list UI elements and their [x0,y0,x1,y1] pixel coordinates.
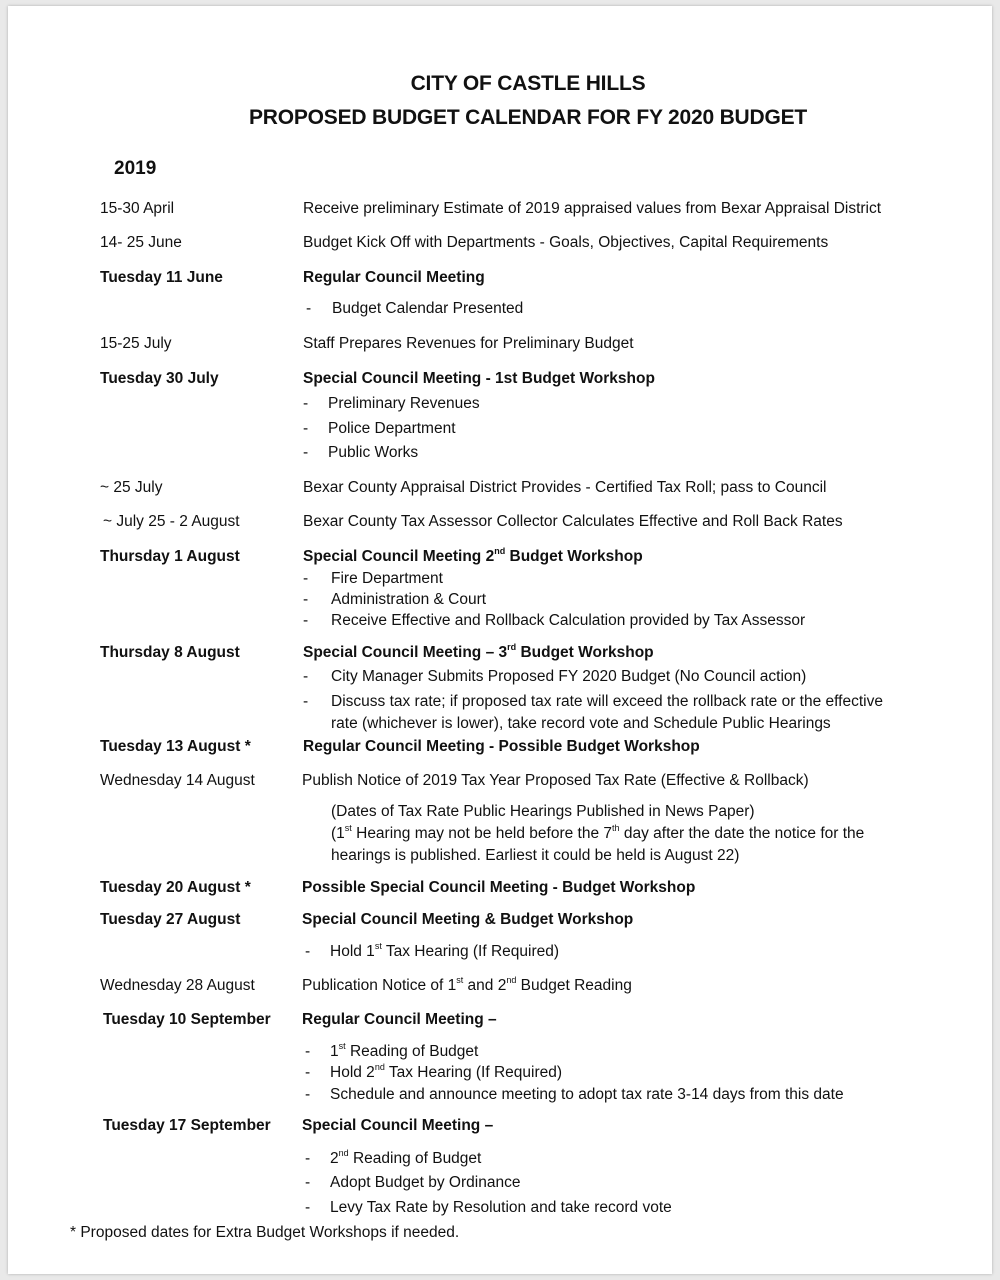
entry-note: (Dates of Tax Rate Public Hearings Published in News Paper) [331,803,755,820]
entry-subitem: Discuss tax rate; if proposed tax rate will exceed the rollback rate or the effective [331,693,883,710]
entry-subitem-continued: rate (whichever is lower), take record vote and Schedule Public Hearings [331,715,831,732]
entry-event: Special Council Meeting – [302,1117,494,1134]
entry-subitem: Police Department [328,420,456,437]
entry-date: Tuesday 20 August * [100,879,251,896]
entry-date: Wednesday 14 August [100,772,255,789]
bullet-dash: - [305,1199,311,1216]
entry-date: Tuesday 17 September [103,1117,271,1134]
entry-date: Thursday 8 August [100,644,240,661]
year-heading: 2019 [114,158,157,179]
entry-event: Regular Council Meeting [303,269,485,286]
entry-subitem: 2nd Reading of Budget [330,1147,482,1167]
entry-event: Special Council Meeting - 1st Budget Workshop [303,370,655,387]
document-title: CITY OF CASTLE HILLS [410,72,646,95]
entry-event: Publication Notice of 1st and 2nd Budget Reading [302,974,632,994]
entry-subitem: 1st Reading of Budget [330,1040,479,1060]
entry-event: Bexar County Tax Assessor Collector Calculates Effective and Roll Back Rates [303,513,843,530]
bullet-dash: - [303,444,309,461]
entry-subitem: Receive Effective and Rollback Calculation provided by Tax Assessor [331,612,806,629]
entry-event: Regular Council Meeting – [302,1011,497,1028]
entry-date: Tuesday 13 August * [100,738,251,755]
entry-event: Bexar County Appraisal District Provides - Certified Tax Roll; pass to Council [303,479,827,496]
entry-subitem: Levy Tax Rate by Resolution and take record vote [330,1199,672,1216]
bullet-dash: - [305,1150,311,1167]
entry-date: Thursday 1 August [100,548,240,565]
bullet-dash: - [305,1086,311,1103]
document-subtitle: PROPOSED BUDGET CALENDAR FOR FY 2020 BUDGET [248,106,808,129]
entry-subitem: Administration & Court [331,591,487,608]
entry-subitem: Fire Department [331,570,443,587]
bullet-dash: - [303,395,309,412]
bullet-dash: - [305,1064,311,1081]
entry-event: Budget Kick Off with Departments - Goals, Objectives, Capital Requirements [303,234,829,251]
footnote: * Proposed dates for Extra Budget Workshops if needed. [70,1224,460,1241]
entry-date: Tuesday 10 September [103,1011,271,1028]
entry-date: Wednesday 28 August [100,977,255,994]
entry-subitem: Hold 2nd Tax Hearing (If Required) [330,1061,563,1081]
entry-date: ~ July 25 - 2 August [103,513,240,530]
bullet-dash: - [303,591,309,608]
entry-date: ~ 25 July [100,479,163,496]
bullet-dash: - [303,693,309,710]
bullet-dash: - [306,300,312,317]
bullet-dash: - [305,1174,311,1191]
bullet-dash: - [303,570,309,587]
entry-subitem: City Manager Submits Proposed FY 2020 Budget (No Council action) [331,668,807,685]
entry-subitem: Public Works [328,444,419,461]
entry-event: Staff Prepares Revenues for Preliminary Budget [303,335,634,352]
bullet-dash: - [303,612,309,629]
document-page [8,6,992,1274]
entry-event: Special Council Meeting – 3rd Budget Workshop [303,641,654,661]
bullet-dash: - [303,668,309,685]
entry-date: 14- 25 June [100,234,182,251]
entry-date: Tuesday 27 August [100,911,241,928]
bullet-dash: - [303,420,309,437]
entry-note: (1st Hearing may not be held before the 7th day after the date the notice for the [331,822,865,842]
entry-subitem: Adopt Budget by Ordinance [330,1174,521,1191]
entry-event: Receive preliminary Estimate of 2019 appraised values from Bexar Appraisal District [303,200,882,217]
entry-subitem: Schedule and announce meeting to adopt tax rate 3-14 days from this date [330,1086,844,1103]
entry-date: 15-30 April [100,200,175,217]
entry-subitem: Preliminary Revenues [328,395,480,412]
entry-date: Tuesday 11 June [100,269,223,286]
entry-subitem: Hold 1st Tax Hearing (If Required) [330,940,560,960]
entry-event: Possible Special Council Meeting - Budget Workshop [302,879,696,896]
entry-date: Tuesday 30 July [100,370,219,387]
bullet-dash: - [305,1043,311,1060]
entry-event: Special Council Meeting 2nd Budget Workshop [303,545,643,565]
bullet-dash: - [305,943,311,960]
entry-note: hearings is published. Earliest it could be held is August 22) [331,847,740,864]
entry-date: 15-25 July [100,335,172,352]
entry-event: Regular Council Meeting - Possible Budget Workshop [303,738,700,755]
entry-event: Publish Notice of 2019 Tax Year Proposed Tax Rate (Effective & Rollback) [302,772,809,789]
entry-subitem: Budget Calendar Presented [332,300,524,317]
entry-event: Special Council Meeting & Budget Workshop [302,911,634,928]
